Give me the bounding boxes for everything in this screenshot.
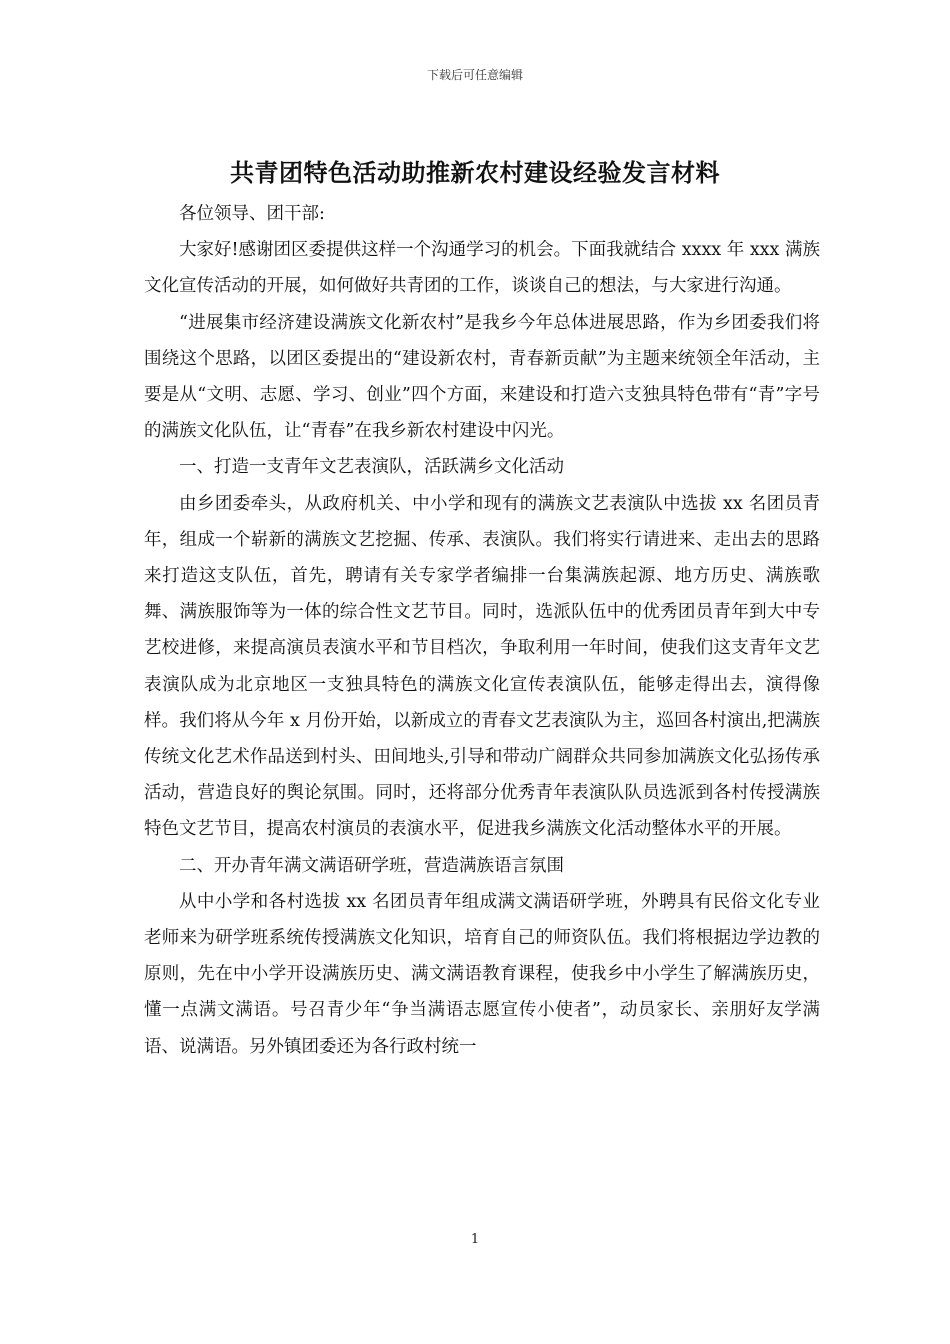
paragraph-overview: “进展集市经济建设满族文化新农村”是我乡今年总体进展思路，作为乡团委我们将围绕这个思路，以团区委提出的“建设新农村，青春新贡献”为主题来统领全年活动，主要是从“文明、志愿、学习、创业”四个方面，来建设和打造六支独具特色带有“青”字号的满族文化队伍，让“青春”在我乡新农村建设中闪光。 bbox=[144, 312, 820, 442]
header-note: 下载后可任意编辑 bbox=[426, 68, 523, 82]
paragraph-salutation: 各位领导、团干部: bbox=[179, 204, 325, 224]
paragraph-greeting: 大家好!感谢团区委提供这样一个沟通学习的机会。下面我就结合 xxxx 年 xxx 满族文化宣传活动的开展，如何做好共青团的工作，谈谈自己的想法，与大家进行沟通。 bbox=[144, 240, 820, 297]
paragraph-section-1: 由乡团委牵头，从政府机关、中小学和现有的满族文艺表演队中选拔 xx 名团员青年，组成一个崭新的满族文艺挖掘、传承、表演队。我们将实行请进来、走出去的思路来打造这支队伍，首先，聘请有关专家学者编排一台集满族起源、地方历史、满族歌舞、满族服饰等为一体的综合性文艺节目。同时，选派队伍中的优秀团员青年到大中专艺校进修，来提高演员表演水平和节目档次，争取利用一年时间，使我们这支青年文艺表演队成为北京地区一支独具特色的满族文化宣传表演队伍，能够走得出去，演得像样。我们将从今年 x 月份开始，以新成立的青春文艺表演队为主，巡回各村演出,把满族传统文化艺术作品送到村头、田间地头,引导和带动广阔群众共同参加满族文化弘扬传承活动，营造良好的舆论氛围。同时，还将部分优秀青年表演队队员选派到各村传授满族特色文艺节目，提高农村演员的表演水平，促进我乡满族文化活动整体水平的开展。 bbox=[144, 493, 820, 840]
section-heading-2: 二、开办青年满文满语研学班，营造满族语言氛围 bbox=[179, 855, 564, 876]
document-title: 共青团特色活动助推新农村建设经验发言材料 bbox=[230, 158, 720, 187]
paragraph-section-2: 从中小学和各村选拔 xx 名团员青年组成满文满语研学班，外聘具有民俗文化专业老师来为研学班系统传授满族文化知识，培育自己的师资队伍。我们将根据边学边教的原则，先在中小学开设满族历史、满文满语教育课程，使我乡中小学生了解满族历史，懂一点满文满语。号召青少年“争当满语志愿宣传小使者”，动员家长、亲朋好友学满语、说满语。另外镇团委还为各行政村统一 bbox=[144, 891, 820, 1057]
section-heading-1: 一、打造一支青年文艺表演队，活跃满乡文化活动 bbox=[179, 457, 564, 478]
document-body bbox=[144, 196, 820, 1065]
page-number: 1 bbox=[470, 1232, 480, 1247]
